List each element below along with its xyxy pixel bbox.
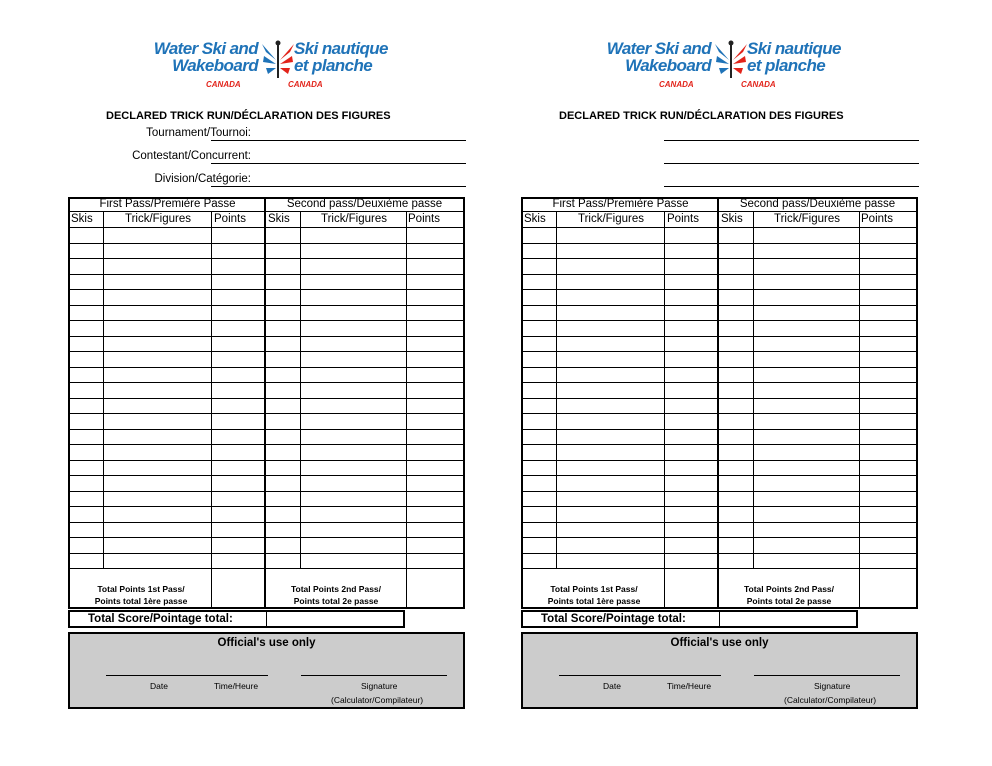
col-trick-2: Trick/Figures — [320, 213, 388, 225]
total-second-pass-label: Total Points 2nd Pass/ Points total 2e passe — [290, 584, 382, 606]
signature-label: Signature — [814, 681, 851, 691]
col-trick-1: Trick/Figures — [577, 213, 645, 225]
maple-leaf-icon — [713, 38, 749, 82]
trick-table — [521, 197, 919, 610]
col-points-1: Points — [667, 213, 699, 225]
official-use-title: Official's use only — [670, 637, 769, 649]
date-label: Date — [150, 681, 168, 691]
col-trick-1: Trick/Figures — [124, 213, 192, 225]
logo-canada-fr: CANADA — [288, 80, 323, 89]
division-line[interactable] — [211, 186, 466, 187]
signature-sub-label: (Calculator/Compilateur) — [331, 695, 424, 705]
logo-text-fr: Ski nautique et planche — [294, 39, 388, 75]
official-use-title: Official's use only — [217, 637, 316, 649]
col-trick-2: Trick/Figures — [773, 213, 841, 225]
division-line[interactable] — [664, 186, 919, 187]
official-use-panel — [521, 632, 918, 709]
logo-text-fr: Ski nautique et planche — [747, 39, 841, 75]
logo-text-en: Water Ski and Wakeboard — [606, 39, 711, 75]
table-frame — [521, 197, 918, 609]
tournament-label: Tournament/Tournoi: — [146, 127, 251, 139]
sheet-left — [68, 0, 478, 766]
col-skis-1: Skis — [524, 213, 546, 225]
logo — [601, 38, 851, 94]
date-time-line[interactable] — [106, 675, 268, 676]
logo-canada-en: CANADA — [206, 80, 241, 89]
second-pass-header: Second pass/Deuxième passe — [739, 198, 896, 210]
logo-canada-en: CANADA — [659, 80, 694, 89]
signature-line[interactable] — [301, 675, 447, 676]
date-time-line[interactable] — [559, 675, 721, 676]
tournament-line[interactable] — [664, 140, 919, 141]
total-score-divider — [719, 612, 720, 628]
logo-text-en: Water Ski and Wakeboard — [153, 39, 258, 75]
first-pass-header: First Pass/Première Passe — [99, 198, 236, 210]
signature-label: Signature — [361, 681, 398, 691]
time-label: Time/Heure — [667, 681, 712, 691]
col-skis-2: Skis — [721, 213, 743, 225]
total-second-pass-label: Total Points 2nd Pass/ Points total 2e passe — [743, 584, 835, 606]
signature-line[interactable] — [754, 675, 900, 676]
col-points-2: Points — [408, 213, 440, 225]
form-title: DECLARED TRICK RUN/DÉCLARATION DES FIGURES — [106, 110, 391, 122]
col-skis-1: Skis — [71, 213, 93, 225]
logo — [148, 38, 398, 94]
col-points-2: Points — [861, 213, 893, 225]
trick-table — [68, 197, 466, 610]
col-points-1: Points — [214, 213, 246, 225]
total-score-box[interactable] — [68, 610, 405, 628]
sheet-right — [132, 0, 931, 766]
table-frame — [68, 197, 465, 609]
tournament-line[interactable] — [211, 140, 466, 141]
contestant-line[interactable] — [664, 163, 919, 164]
contestant-label: Contestant/Concurrent: — [132, 150, 251, 162]
total-score-label: Total Score/Pointage total: — [541, 613, 686, 625]
form-title: DECLARED TRICK RUN/DÉCLARATION DES FIGURES — [559, 110, 844, 122]
total-score-box[interactable] — [521, 610, 858, 628]
total-first-pass-label: Total Points 1st Pass/ Points total 1ère passe — [94, 584, 188, 606]
division-label: Division/Catégorie: — [154, 173, 251, 185]
contestant-line[interactable] — [211, 163, 466, 164]
col-skis-2: Skis — [268, 213, 290, 225]
logo-canada-fr: CANADA — [741, 80, 776, 89]
official-use-panel — [68, 632, 465, 709]
maple-leaf-icon — [260, 38, 296, 82]
time-label: Time/Heure — [214, 681, 259, 691]
second-pass-header: Second pass/Deuxième passe — [286, 198, 443, 210]
date-label: Date — [603, 681, 621, 691]
total-first-pass-label: Total Points 1st Pass/ Points total 1ère passe — [547, 584, 641, 606]
total-score-label: Total Score/Pointage total: — [88, 613, 233, 625]
signature-sub-label: (Calculator/Compilateur) — [784, 695, 877, 705]
total-score-divider — [266, 612, 267, 628]
first-pass-header: First Pass/Première Passe — [552, 198, 689, 210]
